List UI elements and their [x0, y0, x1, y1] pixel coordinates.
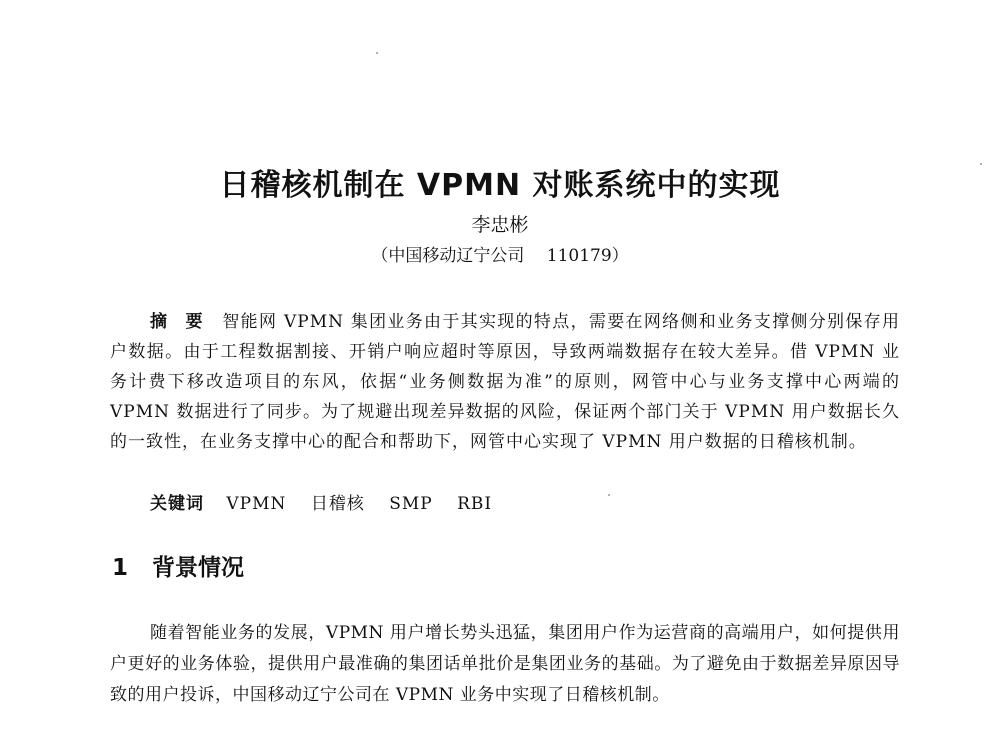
keyword-item: VPMN: [226, 494, 287, 514]
keyword-item: SMP: [389, 494, 433, 514]
keyword-item: 日稽核: [310, 494, 365, 514]
keyword-item: RBI: [457, 494, 493, 514]
scan-speck: [608, 494, 610, 496]
section-heading: [112, 549, 244, 582]
section-body-paragraph: 随着智能业务的发展，VPMN 用户增长势头迅猛，集团用户作为运营商的高端用户，如何提供用户更好的业务体验，提供用户最准确的集团话单批价是集团业务的基础。为了避免由于数据差异原因导致的用户投诉，中国移动辽宁公司在 VPMN 业务中实现了日稽核机制。: [110, 623, 900, 705]
keywords-label: 关键词: [150, 494, 204, 514]
author-affiliation: （中国移动辽宁公司 110179）: [371, 246, 629, 266]
abstract-paragraph: [110, 307, 900, 457]
scan-speck: [376, 52, 378, 54]
paper-title: 日稽核机制在 VPMN 对账系统中的实现: [219, 168, 781, 203]
section-number: 1: [112, 555, 129, 581]
section-title: 背景情况: [152, 555, 244, 581]
author-name: 李忠彬: [471, 214, 529, 236]
abstract-label: 摘 要: [150, 312, 209, 332]
keywords-line: [150, 489, 510, 514]
abstract-text: 智能网 VPMN 集团业务由于其实现的特点，需要在网络侧和业务支撑侧分别保存用户数据。由于工程数据割接、开销户响应超时等原因，导致两端数据存在较大差异。借 VPMN 业务计费下移改造项目的东风，依据“业务侧数据为准”的原则，网管中心与业务支撑中心两端的 VPMN 数据进行了同步。为了规避出现差异数据的风险，保证两个部门关于 VPMN 用户数据长久的一致性，在业务支撑中心的配合和帮助下，网管中心实现了 VPMN 用户数据的日稽核机制。: [110, 312, 901, 452]
